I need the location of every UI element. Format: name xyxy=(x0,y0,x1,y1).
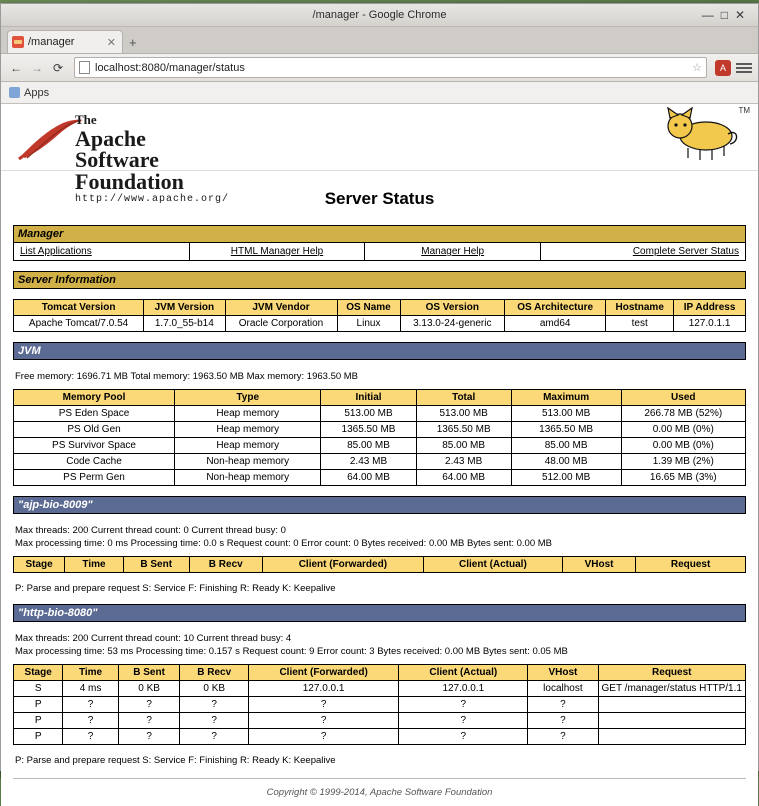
jvm-memory-summary: Free memory: 1696.71 MB Total memory: 1963.50 MB Max memory: 1963.50 MB xyxy=(15,371,359,382)
cell-vhost: ? xyxy=(528,729,598,745)
col-used: Used xyxy=(621,390,745,406)
col-vhost: VHost xyxy=(528,665,598,681)
cell-used: 0.00 MB (0%) xyxy=(621,438,745,454)
apache-logo xyxy=(15,110,245,205)
cell-client-forwarded: 127.0.0.1 xyxy=(248,681,398,697)
cell-used: 1.39 MB (2%) xyxy=(621,454,745,470)
bookmark-star-icon[interactable]: ☆ xyxy=(692,62,702,74)
cell-time: ? xyxy=(63,713,118,729)
col-ip-address: IP Address xyxy=(674,300,746,316)
cell-request xyxy=(598,729,745,745)
page-footer: Copyright © 1999-2014, Apache Software Foundation xyxy=(13,778,746,798)
cell-client-actual: ? xyxy=(399,697,528,713)
link-complete-server-status[interactable]: Complete Server Status xyxy=(632,246,739,257)
asf-line3: Software Foundation xyxy=(75,147,184,194)
table-row xyxy=(14,729,746,745)
col-jvm-version: JVM Version xyxy=(144,300,225,316)
asf-url: http://www.apache.org/ xyxy=(75,194,230,205)
apps-icon xyxy=(9,87,20,98)
cell-maximum: 85.00 MB xyxy=(511,438,621,454)
cell-client-actual: 127.0.0.1 xyxy=(399,681,528,697)
cell-stage: P xyxy=(14,713,63,729)
link-list-applications[interactable]: List Applications xyxy=(20,246,92,257)
col-hostname: Hostname xyxy=(606,300,674,316)
cell-hostname: test xyxy=(606,316,674,332)
page-info-icon xyxy=(79,61,90,74)
cell-used: 266.78 MB (52%) xyxy=(621,406,745,422)
back-icon[interactable]: ← xyxy=(10,60,22,75)
cell-total: 64.00 MB xyxy=(416,470,511,486)
cell-request: GET /manager/status HTTP/1.1 xyxy=(598,681,745,697)
cell-os-architecture: amd64 xyxy=(505,316,606,332)
col-vhost: VHost xyxy=(562,557,635,573)
cell-memory-pool: PS Old Gen xyxy=(14,422,175,438)
col-jvm-vendor: JVM Vendor xyxy=(225,300,337,316)
cell-type: Non-heap memory xyxy=(175,454,321,470)
server-information-title: Server Information xyxy=(14,272,746,289)
manager-section-title: Manager xyxy=(14,226,746,243)
col-bytes-recv: B Recv xyxy=(180,665,248,681)
window-controls[interactable] xyxy=(702,4,752,26)
col-request: Request xyxy=(636,557,746,573)
cell-used: 16.65 MB (3%) xyxy=(621,470,745,486)
col-os-name: OS Name xyxy=(337,300,400,316)
connector-http-threads-line2: Max processing time: 53 ms Processing time: 0.157 s Request count: 9 Error count: 3 Bytes received: 0.00 MB Bytes sent: 0.05 MB xyxy=(15,646,568,657)
asf-line1: The xyxy=(75,112,97,127)
cell-time: 4 ms xyxy=(63,681,118,697)
connector-http-requests-table xyxy=(13,664,746,745)
page-title: Server Status xyxy=(324,189,435,208)
connector-ajp-legend: P: Parse and prepare request S: Service F: Finishing R: Ready K: Keepalive xyxy=(15,583,336,594)
table-row xyxy=(14,470,746,486)
cell-tomcat-version: Apache Tomcat/7.0.54 xyxy=(14,316,144,332)
trademark-label: TM xyxy=(738,106,750,115)
cell-type: Non-heap memory xyxy=(175,470,321,486)
cell-os-name: Linux xyxy=(337,316,400,332)
connector-ajp-title-block xyxy=(13,496,746,514)
bookmark-apps[interactable]: Apps xyxy=(24,86,50,99)
cell-total: 513.00 MB xyxy=(416,406,511,422)
cell-time: ? xyxy=(63,697,118,713)
col-tomcat-version: Tomcat Version xyxy=(14,300,144,316)
table-header-row xyxy=(14,390,746,406)
cell-total: 2.43 MB xyxy=(416,454,511,470)
col-client-actual: Client (Actual) xyxy=(399,665,528,681)
cell-maximum: 513.00 MB xyxy=(511,406,621,422)
jvm-section-title: JVM xyxy=(14,343,746,360)
close-icon[interactable]: ✕ xyxy=(734,8,752,22)
table-header-row xyxy=(14,557,746,573)
col-os-version: OS Version xyxy=(400,300,505,316)
page-content xyxy=(1,225,758,806)
col-memory-pool: Memory Pool xyxy=(14,390,175,406)
connector-ajp-requests-table xyxy=(13,556,746,573)
table-row xyxy=(14,681,746,697)
link-manager-help[interactable]: Manager Help xyxy=(421,246,485,257)
cell-maximum: 512.00 MB xyxy=(511,470,621,486)
cell-initial: 64.00 MB xyxy=(321,470,416,486)
cell-used: 0.00 MB (0%) xyxy=(621,422,745,438)
table-row xyxy=(14,406,746,422)
table-row xyxy=(14,697,746,713)
new-tab-button[interactable]: + xyxy=(129,35,137,50)
cell-maximum: 48.00 MB xyxy=(511,454,621,470)
cell-memory-pool: PS Survivor Space xyxy=(14,438,175,454)
connector-ajp-threads-line1: Max threads: 200 Current thread count: 0 Current thread busy: 0 xyxy=(15,525,286,536)
title-bar xyxy=(1,4,758,27)
col-type: Type xyxy=(175,390,321,406)
cell-client-forwarded: ? xyxy=(248,713,398,729)
cell-type: Heap memory xyxy=(175,438,321,454)
tomcat-logo-icon xyxy=(654,106,744,166)
minimize-icon[interactable]: — xyxy=(701,8,721,22)
col-bytes-recv: B Recv xyxy=(189,557,262,573)
jvm-memory-pool-table xyxy=(13,389,746,486)
table-row xyxy=(14,438,746,454)
maximize-icon[interactable]: □ xyxy=(720,8,735,22)
cell-client-forwarded: ? xyxy=(248,729,398,745)
cell-bytes-sent: 0 KB xyxy=(118,681,180,697)
cell-bytes-recv: 0 KB xyxy=(180,681,248,697)
cell-client-actual: ? xyxy=(399,729,528,745)
table-row xyxy=(14,713,746,729)
cell-stage: P xyxy=(14,729,63,745)
tab-label: /manager xyxy=(28,36,75,48)
cell-total: 1365.50 MB xyxy=(416,422,511,438)
col-total: Total xyxy=(416,390,511,406)
forward-icon[interactable]: → xyxy=(31,60,43,75)
cell-maximum: 1365.50 MB xyxy=(511,422,621,438)
jvm-title-block xyxy=(13,342,746,360)
extension-icon[interactable]: A xyxy=(715,60,731,76)
server-information-table xyxy=(13,299,746,332)
cell-jvm-vendor: Oracle Corporation xyxy=(225,316,337,332)
col-stage: Stage xyxy=(14,665,63,681)
cell-bytes-sent: ? xyxy=(118,697,180,713)
connector-http-legend: P: Parse and prepare request S: Service F: Finishing R: Ready K: Keepalive xyxy=(15,755,336,766)
col-stage: Stage xyxy=(14,557,65,573)
cell-time: ? xyxy=(63,729,118,745)
cell-client-actual: ? xyxy=(399,713,528,729)
cell-bytes-sent: ? xyxy=(118,729,180,745)
col-initial: Initial xyxy=(321,390,416,406)
cell-vhost: ? xyxy=(528,713,598,729)
chrome-menu-icon[interactable] xyxy=(736,60,752,76)
address-bar[interactable] xyxy=(74,57,707,78)
connector-http-threads-line1: Max threads: 200 Current thread count: 10 Current thread busy: 4 xyxy=(15,633,292,644)
cell-memory-pool: PS Eden Space xyxy=(14,406,175,422)
cell-initial: 2.43 MB xyxy=(321,454,416,470)
manager-section xyxy=(13,225,746,261)
bookmarks-bar xyxy=(1,82,758,104)
apache-wordmark xyxy=(75,112,245,205)
manager-links-row xyxy=(14,243,746,261)
tab-strip xyxy=(1,27,758,54)
col-os-architecture: OS Architecture xyxy=(505,300,606,316)
col-client-forwarded: Client (Forwarded) xyxy=(248,665,398,681)
cell-os-version: 3.13.0-24-generic xyxy=(400,316,505,332)
cell-memory-pool: Code Cache xyxy=(14,454,175,470)
cell-type: Heap memory xyxy=(175,406,321,422)
table-row xyxy=(14,316,746,332)
cell-ip-address: 127.0.1.1 xyxy=(674,316,746,332)
tab-close-icon[interactable]: ✕ xyxy=(106,36,116,49)
col-client-actual: Client (Actual) xyxy=(423,557,562,573)
cell-stage: S xyxy=(14,681,63,697)
browser-toolbar xyxy=(1,54,758,82)
col-client-forwarded: Client (Forwarded) xyxy=(262,557,423,573)
cell-memory-pool: PS Perm Gen xyxy=(14,470,175,486)
page-viewport xyxy=(1,104,758,806)
tomcat-favicon-icon xyxy=(12,36,24,48)
cell-request xyxy=(598,697,745,713)
table-header-row xyxy=(14,300,746,316)
cell-initial: 1365.50 MB xyxy=(321,422,416,438)
cell-bytes-recv: ? xyxy=(180,697,248,713)
link-html-manager-help[interactable]: HTML Manager Help xyxy=(230,246,324,257)
cell-stage: P xyxy=(14,697,63,713)
cell-client-forwarded: ? xyxy=(248,697,398,713)
asf-line2: Apache xyxy=(75,126,146,151)
connector-ajp-threads-line2: Max processing time: 0 ms Processing time: 0.0 s Request count: 0 Error count: 0 Bytes received: 0.00 MB Bytes sent: 0.00 MB xyxy=(15,538,552,549)
connector-ajp-threads xyxy=(15,524,746,550)
cell-request xyxy=(598,713,745,729)
connector-ajp-title: "ajp-bio-8009" xyxy=(14,497,746,514)
address-bar-url: localhost:8080/manager/status xyxy=(95,61,245,74)
table-row xyxy=(14,454,746,470)
cell-initial: 513.00 MB xyxy=(321,406,416,422)
cell-type: Heap memory xyxy=(175,422,321,438)
browser-window xyxy=(0,3,759,798)
reload-icon[interactable]: ⟳ xyxy=(52,60,64,75)
table-header-row xyxy=(14,665,746,681)
server-information-title-block xyxy=(13,271,746,289)
window-title: /manager - Google Chrome xyxy=(312,9,447,21)
connector-http-title-block xyxy=(13,604,746,622)
col-bytes-sent: B Sent xyxy=(118,665,180,681)
table-row xyxy=(14,422,746,438)
col-bytes-sent: B Sent xyxy=(123,557,189,573)
cell-bytes-recv: ? xyxy=(180,729,248,745)
tab-manager[interactable] xyxy=(7,30,123,53)
connector-http-threads xyxy=(15,632,746,658)
col-request: Request xyxy=(598,665,745,681)
col-maximum: Maximum xyxy=(511,390,621,406)
cell-jvm-version: 1.7.0_55-b14 xyxy=(144,316,225,332)
col-time: Time xyxy=(63,665,118,681)
cell-bytes-recv: ? xyxy=(180,713,248,729)
cell-total: 85.00 MB xyxy=(416,438,511,454)
cell-initial: 85.00 MB xyxy=(321,438,416,454)
cell-bytes-sent: ? xyxy=(118,713,180,729)
cell-vhost: ? xyxy=(528,697,598,713)
cell-vhost: localhost xyxy=(528,681,598,697)
col-time: Time xyxy=(65,557,124,573)
connector-http-title: "http-bio-8080" xyxy=(14,605,746,622)
